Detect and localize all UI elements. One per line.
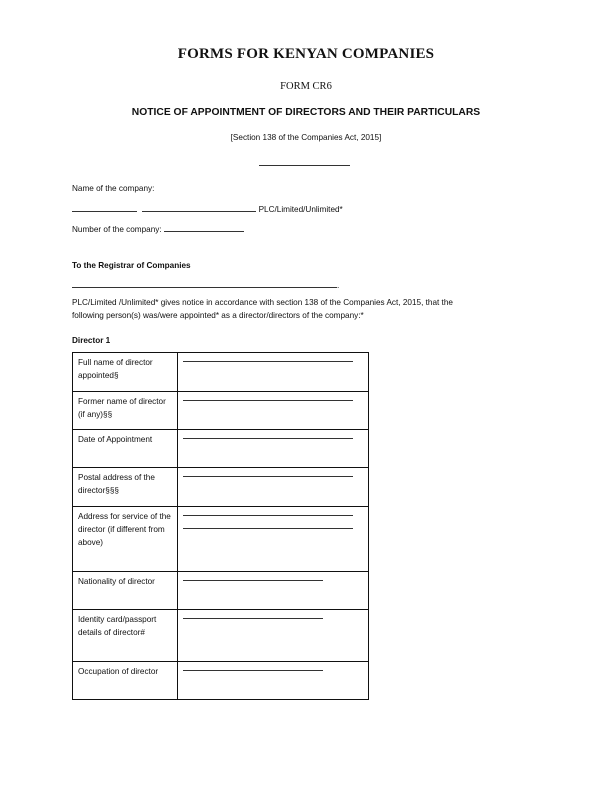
row-label: Nationality of director (73, 572, 178, 610)
row-value (178, 392, 369, 430)
full-name-field[interactable] (183, 361, 353, 362)
row-label: Address for service of the director (if different from above) (73, 507, 178, 572)
row-label: Postal address of the director§§§ (73, 468, 178, 507)
appointment-date-field[interactable] (183, 438, 353, 439)
line-end-period: . (337, 281, 340, 290)
table-row (73, 468, 369, 507)
row-value (178, 430, 369, 468)
row-value (178, 610, 369, 662)
company-name-prefix-field[interactable] (72, 203, 137, 212)
row-label: Identity card/passport details of director# (73, 610, 178, 662)
service-address-field-2[interactable] (183, 528, 353, 529)
form-number: FORM CR6 (280, 81, 332, 92)
statement-line-1: PLC/Limited /Unlimited* gives notice in accordance with section 138 of the Companies Act, 2015, that the (72, 298, 453, 307)
company-name-row (72, 203, 343, 214)
registrar-heading: To the Registrar of Companies (72, 261, 191, 270)
company-name-field[interactable] (142, 203, 256, 212)
table-row (73, 507, 369, 572)
row-label: Full name of director appointed§ (73, 353, 178, 392)
row-value (178, 507, 369, 572)
company-name-label: Name of the company: (72, 184, 155, 193)
table-row (73, 572, 369, 610)
row-value (178, 353, 369, 392)
company-number-row (72, 223, 244, 234)
former-name-field[interactable] (183, 400, 353, 401)
signature-line[interactable] (259, 165, 350, 166)
table-row (73, 430, 369, 468)
company-type-suffix: PLC/Limited/Unlimited* (258, 205, 343, 214)
postal-address-field[interactable] (183, 476, 353, 477)
director-table (72, 352, 369, 700)
row-value (178, 572, 369, 610)
registrar-company-field[interactable] (72, 279, 340, 290)
table-row (73, 610, 369, 662)
notice-title: NOTICE OF APPOINTMENT OF DIRECTORS AND THEIR PARTICULARS (131, 107, 481, 118)
director-heading: Director 1 (72, 336, 111, 345)
statement-line-2: following person(s) was/were appointed* as a director/directors of the company:* (72, 311, 364, 320)
table-row (73, 392, 369, 430)
occupation-field[interactable] (183, 670, 323, 671)
document-title: FORMS FOR KENYAN COMPANIES (177, 46, 435, 62)
row-label: Date of Appointment (73, 430, 178, 468)
table-row (73, 353, 369, 392)
table-row (73, 662, 369, 700)
id-details-field[interactable] (183, 618, 323, 619)
nationality-field[interactable] (183, 580, 323, 581)
company-number-field[interactable] (164, 223, 244, 232)
service-address-field-1[interactable] (183, 515, 353, 516)
section-reference: [Section 138 of the Companies Act, 2015] (230, 133, 382, 142)
row-value (178, 468, 369, 507)
row-value (178, 662, 369, 700)
company-number-label: Number of the company: (72, 225, 162, 234)
row-label: Former name of director (if any)§§ (73, 392, 178, 430)
registrar-company-row (72, 279, 339, 290)
row-label: Occupation of director (73, 662, 178, 700)
